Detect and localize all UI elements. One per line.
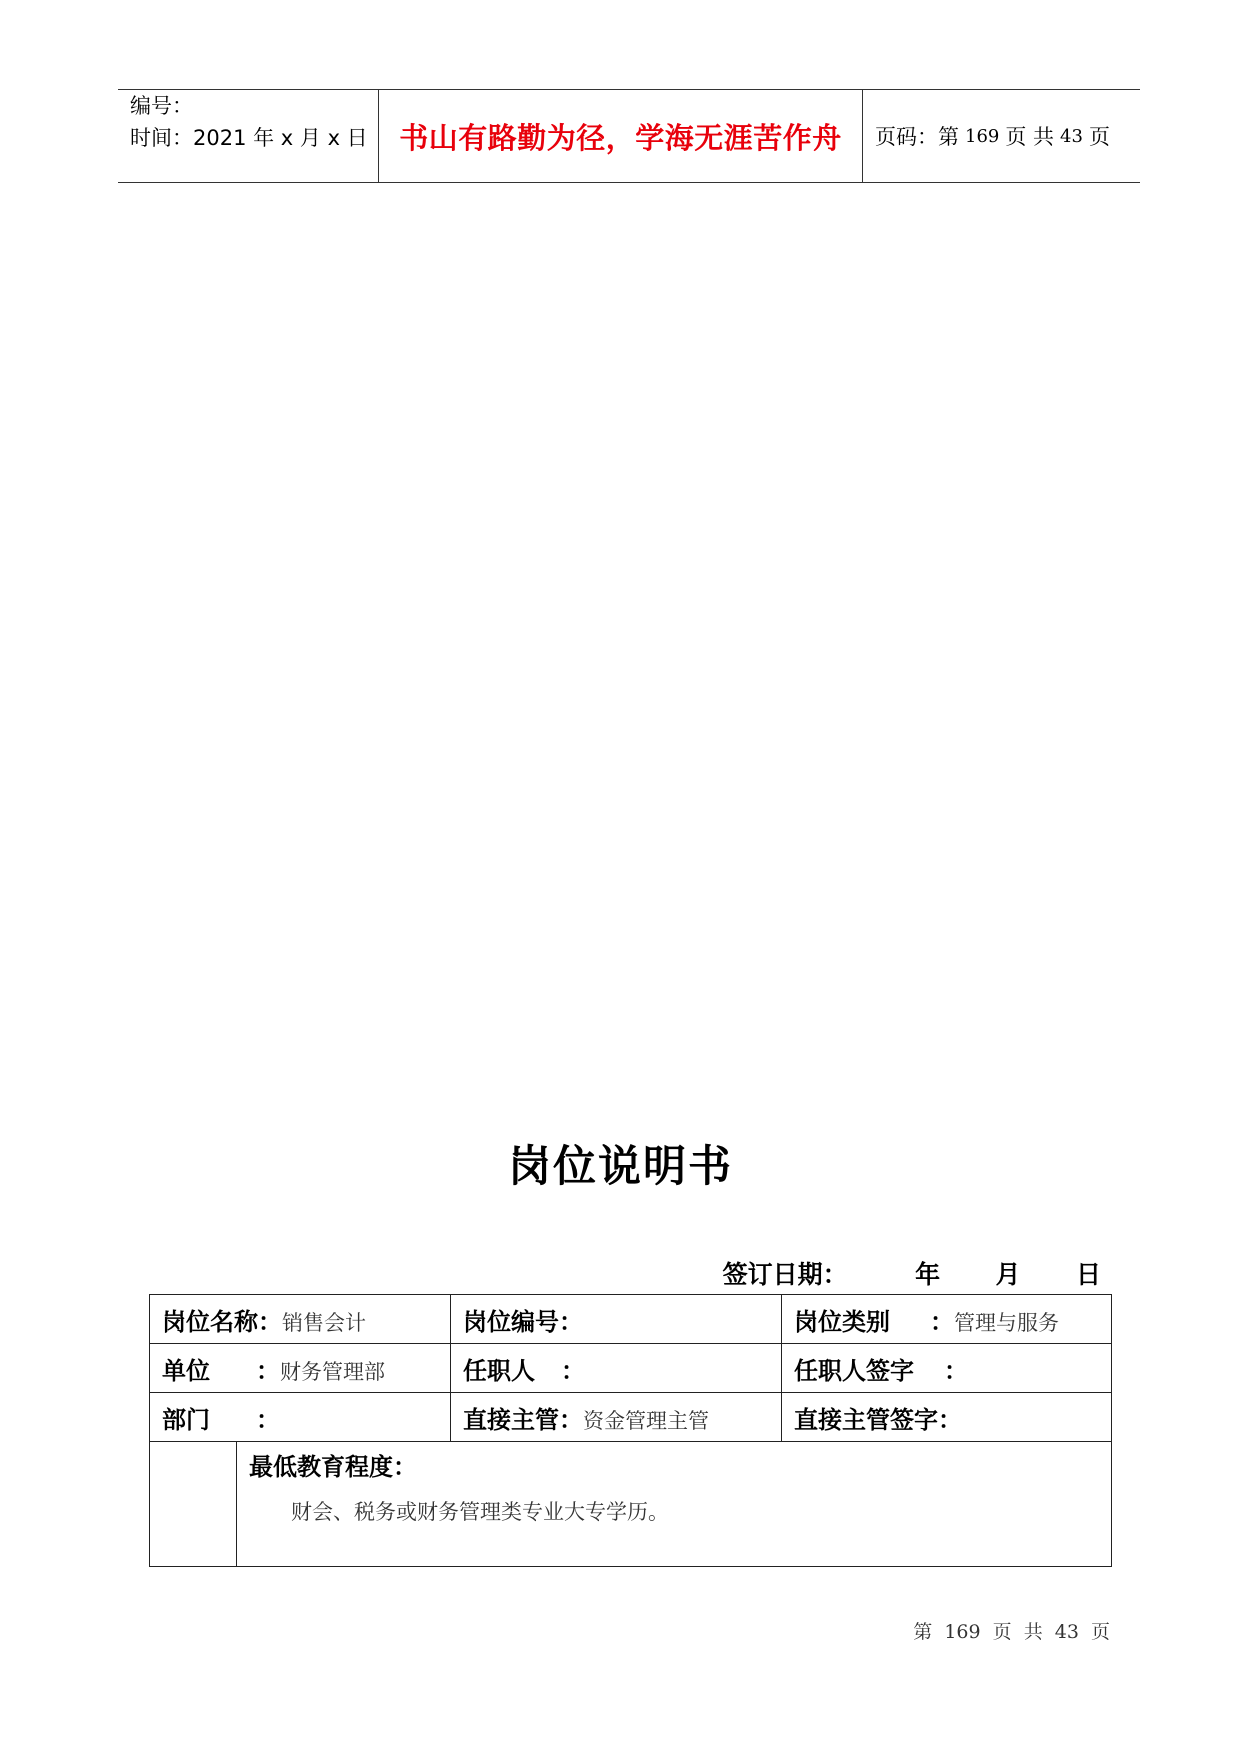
page-current: 169	[965, 125, 1000, 147]
page-total: 43	[1060, 125, 1083, 147]
position-type-cell: 岗位类别 ：管理与服务	[782, 1295, 1112, 1344]
table-row	[150, 1442, 1112, 1567]
sign-day-label: 日	[1075, 1260, 1101, 1289]
holder-sign-cell: 任职人签字 ：	[782, 1344, 1112, 1393]
page-mid: 页 共	[1005, 125, 1055, 149]
header-page-info	[863, 90, 1140, 182]
supervisor-value: 资金管理主管	[583, 1408, 709, 1433]
education-title: 最低教育程度：	[249, 1453, 417, 1481]
page-footer	[910, 1617, 1113, 1644]
education-text: 财会、税务或财务管理类专业大专学历。	[291, 1500, 669, 1524]
footer-mid1: 页	[992, 1621, 1012, 1643]
sign-month-label: 月	[995, 1260, 1021, 1289]
dept-cell: 部门 ：	[150, 1393, 451, 1442]
unit-value: 财务管理部	[280, 1359, 385, 1384]
table-row	[150, 1344, 1112, 1393]
holder-cell: 任职人 ：	[451, 1344, 782, 1393]
supervisor-label: 直接主管：	[463, 1405, 583, 1434]
table-row	[150, 1393, 1112, 1442]
holder-sign-label: 任职人签字	[794, 1356, 914, 1385]
education-cell	[237, 1442, 1112, 1567]
table-row	[150, 1295, 1112, 1344]
document-title: 岗位说明书	[508, 1142, 733, 1192]
unit-cell: 单位 ：财务管理部	[150, 1344, 451, 1393]
sign-year-label: 年	[915, 1260, 941, 1289]
footer-current: 169	[944, 1621, 981, 1643]
position-type-label: 岗位类别	[794, 1307, 890, 1336]
unit-label: 单位	[162, 1356, 210, 1385]
position-info-table	[149, 1294, 1112, 1567]
dept-label: 部门	[162, 1405, 210, 1434]
holder-label: 任职人	[463, 1356, 535, 1385]
supervisor-sign-cell	[782, 1393, 1112, 1442]
sign-date	[723, 1255, 1101, 1291]
document-time: 时间：2021 年 x 月 x 日	[130, 126, 368, 150]
edu-side-cell	[150, 1442, 237, 1567]
document-number-label: 编号：	[130, 94, 193, 118]
page-label: 页码：第	[875, 125, 959, 149]
position-code-cell	[451, 1295, 782, 1344]
footer-total: 43	[1054, 1621, 1079, 1643]
header-meta	[118, 90, 379, 182]
supervisor-sign-label: 直接主管签字：	[794, 1405, 962, 1434]
footer-prefix: 第	[913, 1621, 933, 1643]
position-name-value: 销售会计	[282, 1310, 366, 1335]
position-code-label: 岗位编号：	[463, 1307, 583, 1336]
position-name-label: 岗位名称	[162, 1307, 258, 1336]
position-type-value: 管理与服务	[954, 1310, 1059, 1335]
position-name-cell: 岗位名称：销售会计	[150, 1295, 451, 1344]
header-motto: 书山有路勤为径，学海无涯苦作舟	[379, 90, 863, 182]
supervisor-cell	[451, 1393, 782, 1442]
page-end: 页	[1088, 125, 1110, 149]
page-header	[118, 89, 1140, 183]
footer-mid2: 共	[1023, 1621, 1043, 1643]
footer-suffix: 页	[1090, 1621, 1110, 1643]
sign-date-label: 签订日期：	[722, 1260, 848, 1289]
